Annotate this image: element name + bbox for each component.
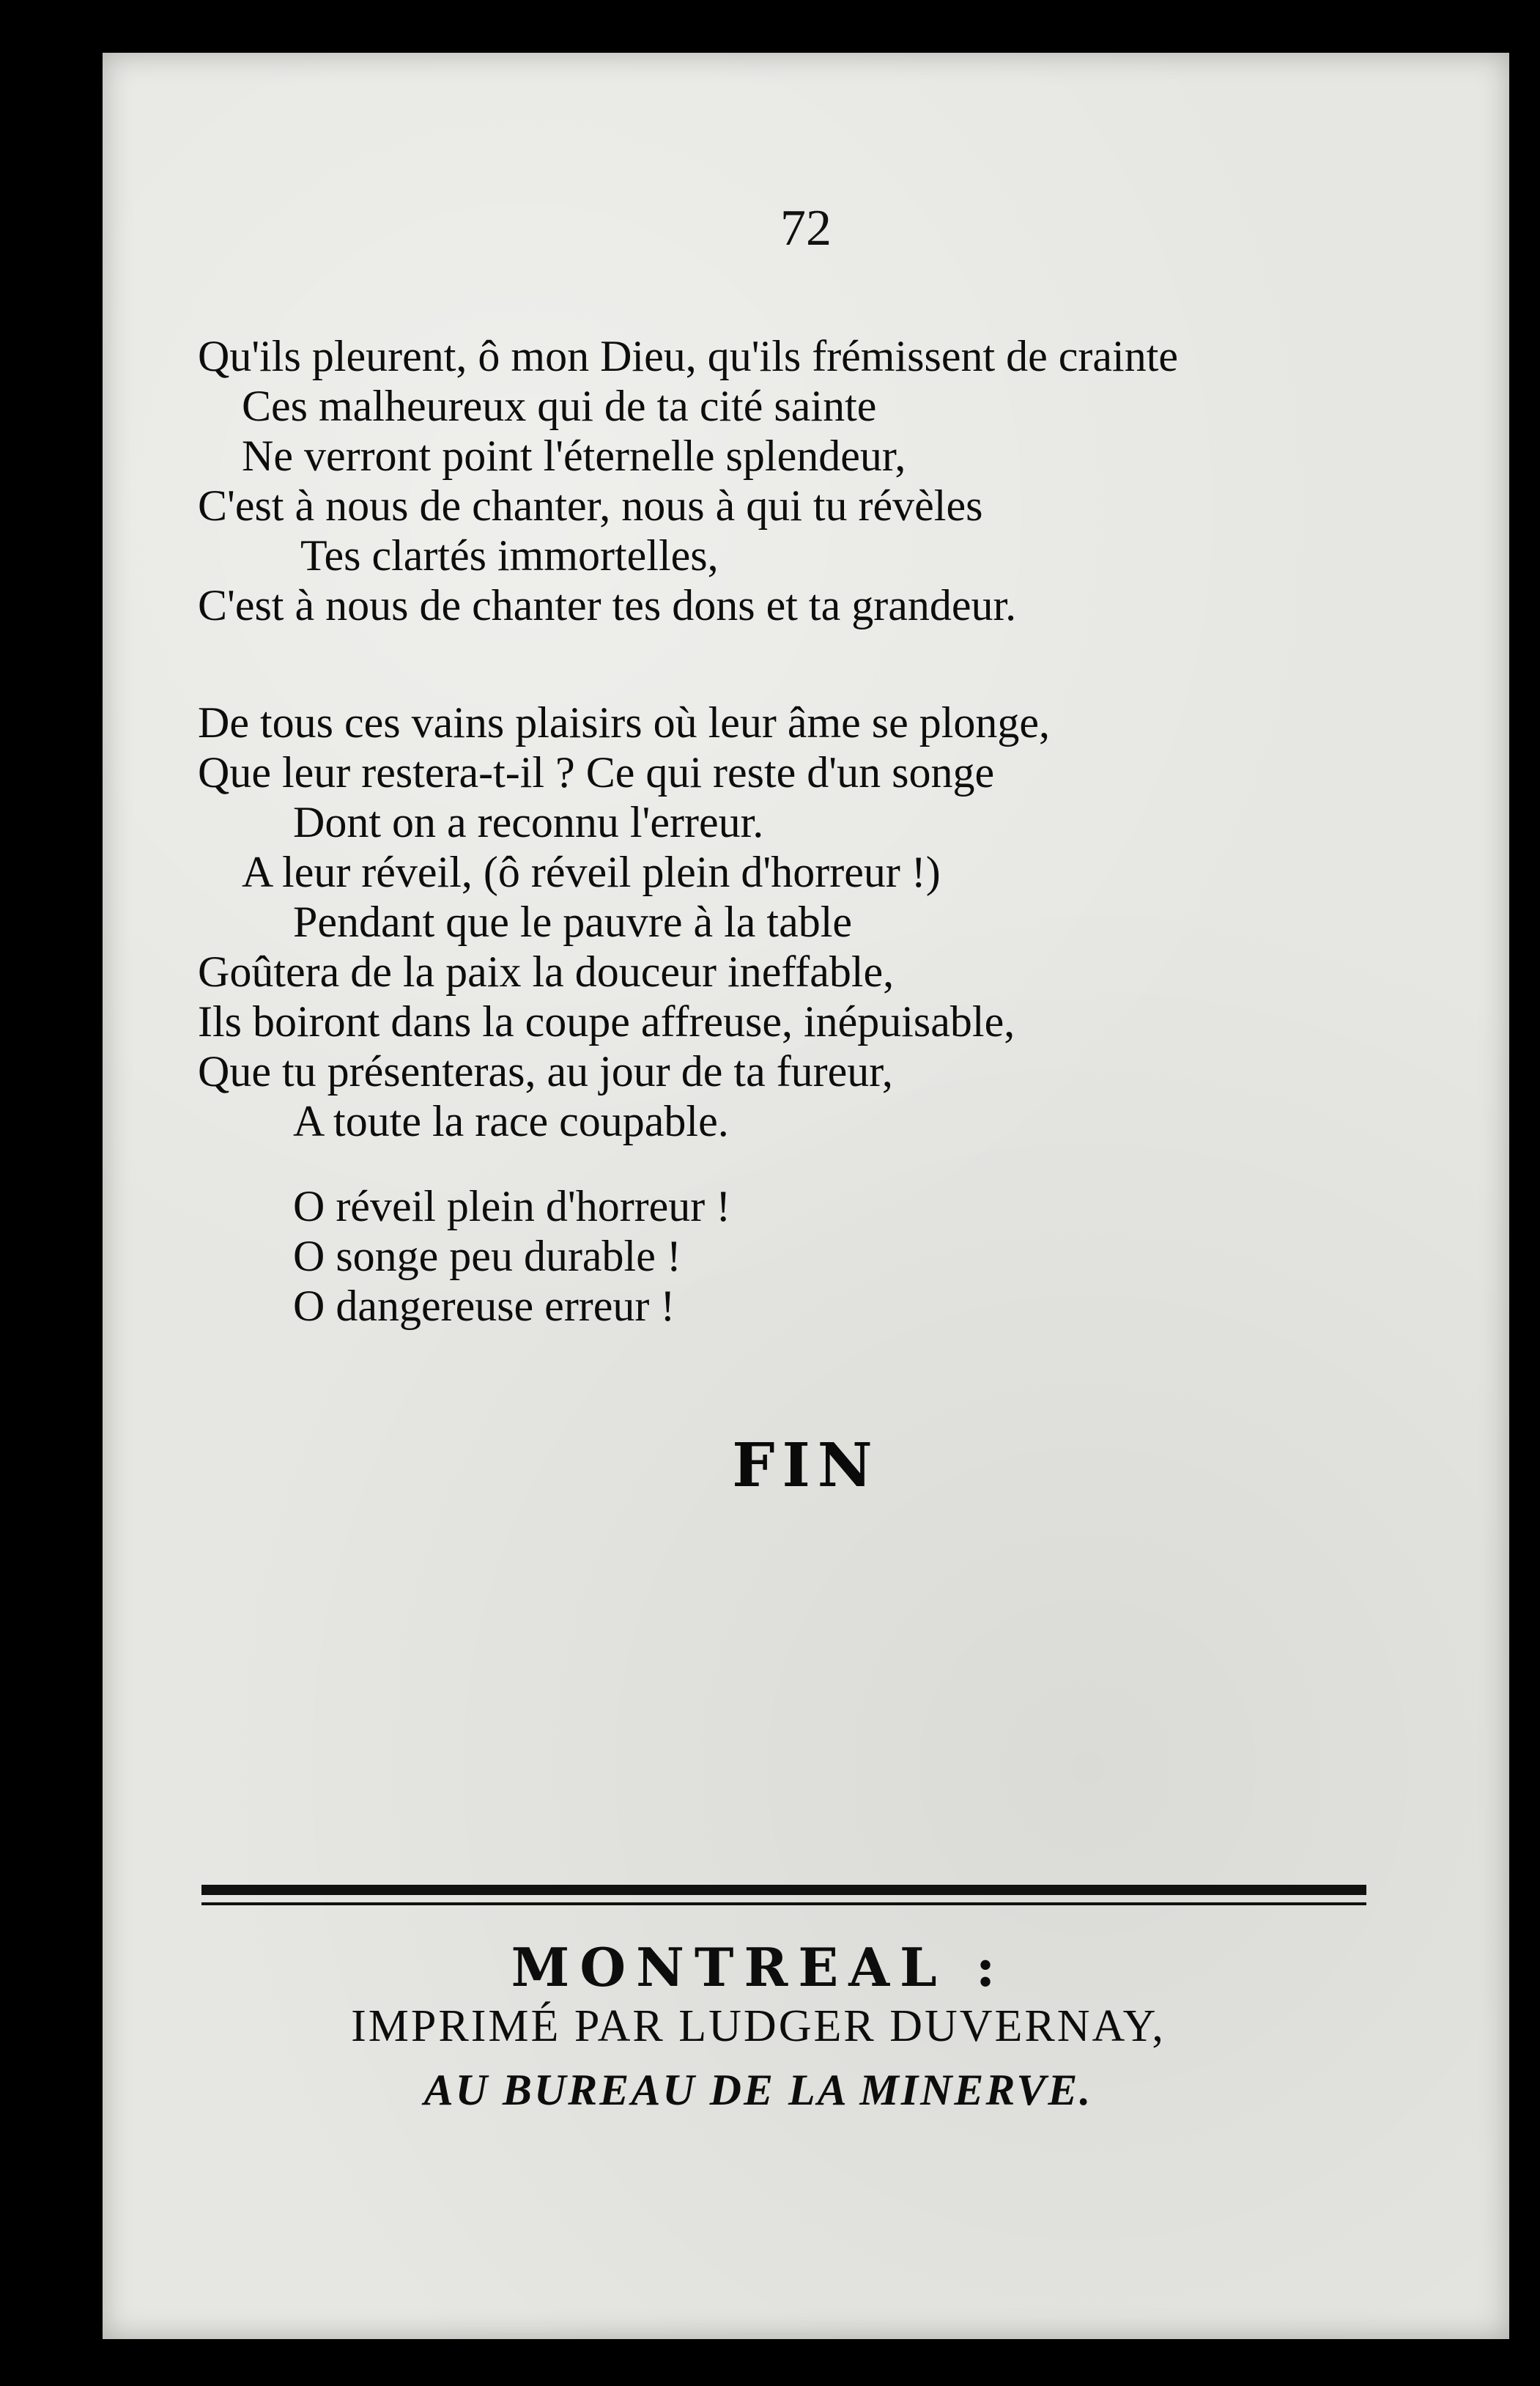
verse-line: Ne verront point l'éternelle splendeur, — [242, 432, 906, 480]
imprint-city: MONTREAL : — [511, 1936, 1006, 1998]
imprint-office: AU BUREAU DE LA MINERVE. — [423, 2066, 1093, 2114]
divider-thick — [201, 1885, 1366, 1895]
stanza-2 — [198, 698, 1050, 1146]
verse-line: Que tu présenteras, au jour de ta fureur, — [198, 1047, 893, 1096]
verse-line: Qu'ils pleurent, ô mon Dieu, qu'ils frémissent de crainte — [198, 332, 1178, 380]
verse-line: O dangereuse erreur ! — [293, 1282, 675, 1330]
verse-line: A leur réveil, (ô réveil plein d'horreur !) — [242, 848, 941, 896]
verse-line: Ces malheureux qui de ta cité sainte — [242, 382, 877, 430]
page-number: 72 — [780, 200, 832, 256]
imprint-printer: IMPRIMÉ PAR LUDGER DUVERNAY, — [351, 2001, 1166, 2051]
verse-line: Pendant que le pauvre à la table — [293, 898, 853, 946]
stanza-1 — [198, 331, 1178, 630]
verse-line: C'est à nous de chanter, nous à qui tu révèles — [198, 481, 983, 530]
verse-line: C'est à nous de chanter tes dons et ta grandeur. — [198, 581, 1017, 629]
verse-line: Que leur restera-t-il ? Ce qui reste d'un songe — [198, 748, 995, 797]
verse-line: De tous ces vains plaisirs où leur âme se plonge, — [198, 698, 1051, 747]
fin-heading: FIN — [732, 1430, 880, 1501]
verse-line: O réveil plein d'horreur ! — [293, 1182, 731, 1230]
verse-line: A toute la race coupable. — [293, 1097, 729, 1145]
verse-line: Dont on a reconnu l'erreur. — [293, 798, 764, 846]
verse-line: Goûtera de la paix la douceur ineffable, — [198, 948, 895, 996]
verse-line: Tes clartés immortelles, — [300, 531, 719, 580]
verse-line: O songe peu durable ! — [293, 1232, 681, 1280]
divider-thin — [201, 1902, 1366, 1905]
stanza-3 — [198, 1181, 730, 1331]
verse-line: Ils boiront dans la coupe affreuse, inépuisable, — [198, 997, 1015, 1046]
book-page — [103, 53, 1509, 2339]
